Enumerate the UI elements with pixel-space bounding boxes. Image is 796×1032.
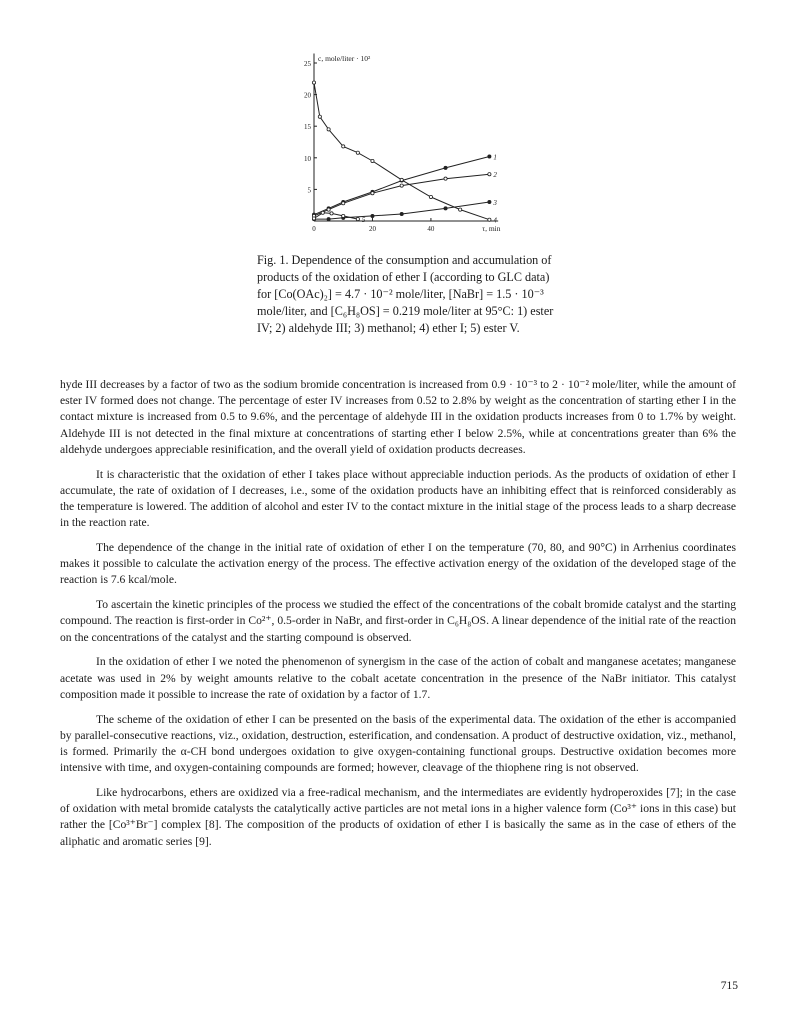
series-4-point <box>312 81 315 84</box>
paragraph: In the oxidation of ether I we noted the phenomenon of synergism in the case of the action of cobalt and manganese acetates; manganese acetate was used in 2% by weight amounts relative to the cobalt acetate concentration in the presence of the NaBr initiator. This catalyst composition made it possible to increase the rate of oxidation by a factor of 1.7. <box>60 655 736 701</box>
series-4-point <box>488 218 491 221</box>
series-4-point <box>327 128 330 131</box>
series-5-point <box>312 217 315 220</box>
y-tick-label: 5 <box>307 186 311 195</box>
series-4-point <box>429 195 432 198</box>
y-tick-label: 15 <box>304 123 311 132</box>
figure-caption <box>257 252 557 337</box>
series-3-point <box>488 200 491 203</box>
series-1-point <box>488 155 491 158</box>
series-4-label: 4 <box>493 216 497 225</box>
series-4-point <box>371 159 374 162</box>
x-axis-label: τ, min <box>482 224 501 233</box>
series-5-point <box>342 214 345 217</box>
y-axis-label: c, mole/liter · 10² <box>318 54 371 64</box>
y-tick-label: 20 <box>304 91 311 100</box>
article-body <box>60 377 736 858</box>
series-2-label: 2 <box>493 171 497 180</box>
x-tick-label: 40 <box>427 225 435 233</box>
paragraph: The scheme of the oxidation of ether I can be presented on the basis of the experimental data. The oxidation of the ether is accompanied by parallel-consecutive reactions, viz., oxidation, destruction, esterification, and condensation. A product of destructive oxidation, viz., methanol, is formed. Primarily the α-CH bond undergoes oxidation to give oxygen-containing functional groups. Destructive oxidation becomes more intensive with time, and oxygen-containing compounds are formed; however, cleavage of the thiophene ring is not observed. <box>60 712 736 775</box>
series-3-label: 3 <box>493 199 497 208</box>
series-3-point <box>444 207 447 210</box>
series-1-label: 1 <box>493 153 497 162</box>
paragraph: hyde III decreases by a factor of two as the sodium bromide concentration is increased from 0.9 · 10⁻³ to 2 · 10⁻² mole/liter, while the amount of ester IV formed does not change. The percentage of ester IV increases from 0.52 to 2.8% by weight as the concentration of starting ether I in the contact mixture is increased from 0.5 to 9.6%, and the percentage of aldehyde III in the oxidation products increases from 0 to 1.7% by weight. Aldehyde III is not detected in the final mixture at concentrations of starting ether I below 2.5%, while at concentrations greater than 6% the aldehyde undergoes appreciable resinification, and the overall yield of oxidation products decreases. <box>60 378 736 456</box>
series-2-point <box>444 177 447 180</box>
chart-axes <box>314 54 498 221</box>
series-2-point <box>342 202 345 205</box>
series-3-point <box>327 218 330 221</box>
series-4-line <box>314 83 489 220</box>
y-tick-label: 25 <box>304 60 311 68</box>
series-2-point <box>327 208 330 211</box>
chart-labels <box>318 54 501 233</box>
series-4-point <box>459 208 462 211</box>
chart-ticks <box>304 60 435 233</box>
series-4-point <box>400 178 403 181</box>
chart-series <box>312 81 491 221</box>
figure-1-chart <box>292 44 522 244</box>
series-2-point <box>371 192 374 195</box>
series-4-point <box>356 151 359 154</box>
series-2-point <box>488 173 491 176</box>
series-5-label: 5 <box>361 216 366 225</box>
series-5-point <box>356 218 359 221</box>
series-5-point <box>330 212 333 215</box>
series-3-point <box>400 212 403 215</box>
page-number: 715 <box>720 980 738 992</box>
series-2-point <box>400 184 403 187</box>
paragraph: To ascertain the kinetic principles of the process we studied the effect of the concentrations of the cobalt bromide catalyst and the starting compound. The reaction is first-order in Co²⁺, 0.5-order in NaBr, and first-order in C₆H₈OS. A linear dependence of the initial rate of the reaction on the concentrations of the catalyst and the starting compound is observed. <box>60 598 736 644</box>
series-4-point <box>342 145 345 148</box>
series-3-point <box>371 214 374 217</box>
x-tick-label: 0 <box>312 225 316 233</box>
paragraph: The dependence of the change in the initial rate of oxidation of ether I on the temperature (70, 80, and 90°C) in Arrhenius coordinates makes it possible to calculate the activation energy of the process. The effective activation energy of the oxidation of the developed stage of the reaction is 7.6 kcal/mole. <box>60 541 736 587</box>
series-4-point <box>318 115 321 118</box>
paragraph: It is characteristic that the oxidation of ether I takes place without appreciable induction periods. As the products of oxidation of ether I accumulate, the rate of oxidation of I decreases, i.e., some of the oxidation products have an inhibiting effect that is reinforced considerably as the temperature is lowered. The addition of alcohol and ester IV to the contact mixture in the initial stage of the process leads to a sharp decrease in the reaction rate. <box>60 467 736 530</box>
series-5-point <box>321 211 324 214</box>
paragraph: Like hydrocarbons, ethers are oxidized via a free-radical mechanism, and the intermediates are evidently hydroperoxides [7]; in the case of oxidation with metal bromide catalysts the catalytically active particles are not metal ions in a higher valence form (Co³⁺ ions in this case) but rather the [Co³⁺Br⁻] complex [8]. The composition of the products of oxidation of ether I is basically the same as in the case of ethers of the aliphatic and aromatic series [9]. <box>60 786 736 848</box>
series-1-point <box>444 166 447 169</box>
figure-caption-text: Fig. 1. Dependence of the consumption and accumulation of products of the oxidation of ether I (according to GLC data) for [Co(OAc)₂] = 4.7 · 10⁻² mole/liter, [NaBr] = 1.5 · 10⁻³ mole/liter, and [C₆H₈OS] = 0.219 mole/liter at 95°C: 1) ester IV; 2) aldehyde III; 3) methanol; 4) ether I; 5) ester V. <box>257 253 554 335</box>
x-tick-label: 20 <box>368 225 376 233</box>
y-tick-label: 10 <box>304 154 311 163</box>
